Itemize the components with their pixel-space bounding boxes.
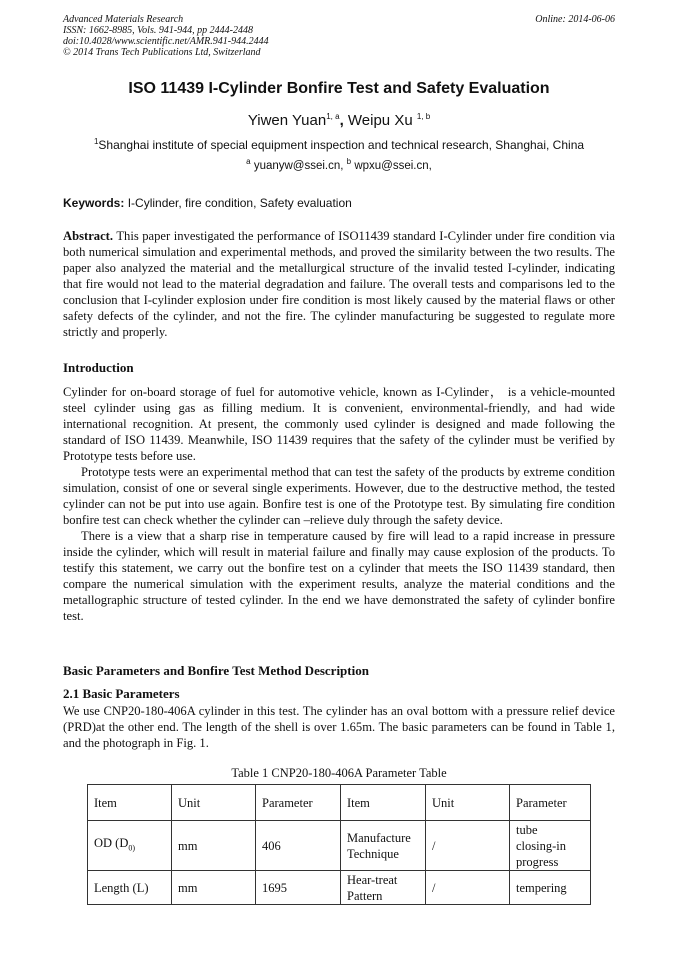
cell-line: tube xyxy=(516,822,538,837)
email-a: yuanyw@ssei.cn, xyxy=(253,160,344,172)
intro-paragraph-1: Cylinder for on-board storage of fuel for automotive vehicle, known as I-Cylinder， is a vehicle-mounted steel cylinder using gas as filling medium. It is convenient, environmental-friendly, and had wide international recognition. At present, the commonly used cylinder is designed and made following the standard of ISO 11439. Meanwhile, ISO 11439 requires that the safety of the cylinder must be verified by Prototype tests before use. xyxy=(63,385,615,463)
author-1: Yiwen Yuan xyxy=(247,112,327,129)
section-2-heading: Basic Parameters and Bonfire Test Method Description xyxy=(63,663,369,678)
copyright-line: © 2014 Trans Tech Publications Ltd, Switzerland xyxy=(63,47,261,58)
keywords-label: Keywords: xyxy=(63,196,125,210)
keywords-text: I-Cylinder, fire condition, Safety evaluation xyxy=(127,196,352,210)
table-header-row xyxy=(88,785,591,821)
abstract xyxy=(63,228,615,340)
author-2-affil: 1, b xyxy=(416,112,431,121)
table-header-cell: Unit xyxy=(172,785,256,821)
cell-line: progress xyxy=(516,854,559,869)
table-header-cell: Unit xyxy=(426,785,510,821)
section-2-1-body xyxy=(63,703,615,751)
journal-header xyxy=(63,14,269,58)
section-2-1-paragraph: We use CNP20-180-406A cylinder in this test. The cylinder has an oval bottom with a pressure relief device (PRD)at the other end. The length of the shell is over 1.65m. The basic parameters can be found in Table 1, and the photograph in Fig. 1. xyxy=(63,704,615,750)
intro-paragraph-3: There is a view that a sharp rise in temperature caused by fire will lead to a rapid increase in pressure inside the cylinder, which will result in material failure and finally may cause explosion of the products. To testify this statement, we carry out the bonfire test on a cylinder that meets the ISO 11439 standard, then compare the numerical simulation with the experiment results, analyze the material conditions and the metallographic structure of tested cylinder. In the end we have demonstrated the safety of cylinder bonfire test. xyxy=(63,529,615,623)
author-2: Weipu Xu xyxy=(347,112,413,129)
table-header-cell: Parameter xyxy=(256,785,341,821)
doi-line: doi:10.4028/www.scientific.net/AMR.941-944.2444 xyxy=(63,36,269,47)
table-cell: 406 xyxy=(256,821,341,871)
table-cell: tempering xyxy=(510,871,591,905)
table-cell: / xyxy=(426,821,510,871)
table-cell: mm xyxy=(172,821,256,871)
email-b-sup: b xyxy=(346,157,352,167)
intro-paragraph-2: Prototype tests were an experimental method that can test the safety of the products by extreme condition simulation, consist of one or several single experiments. However, due to the destructive method, the tested cylinder can not be put into use again. Bonfire test is one of the Prototype test. By simulating fire condition bonfire test can check whether the cylinder can –relieve duly through the safety device. xyxy=(63,465,615,527)
table-cell xyxy=(88,821,172,871)
parameter-table xyxy=(87,784,591,905)
cell-line: Technique xyxy=(347,846,399,861)
od-label: OD (D xyxy=(94,835,129,850)
email-list xyxy=(0,157,678,172)
table-cell xyxy=(341,871,426,905)
email-b: wpxu@ssei.cn, xyxy=(354,160,432,172)
journal-name: Advanced Materials Research xyxy=(63,14,184,25)
cell-line: Manufacture xyxy=(347,830,411,845)
issn-line: ISSN: 1662-8985, Vols. 941-944, pp 2444-2448 xyxy=(63,25,253,36)
table-1-caption: Table 1 CNP20-180-406A Parameter Table xyxy=(231,766,447,780)
table-cell: mm xyxy=(172,871,256,905)
introduction-heading: Introduction xyxy=(63,360,134,375)
table-header-cell: Parameter xyxy=(510,785,591,821)
table-row xyxy=(88,821,591,871)
table-cell: Length (L) xyxy=(88,871,172,905)
table-header-cell: Item xyxy=(341,785,426,821)
table-row xyxy=(88,871,591,905)
affiliation xyxy=(0,138,678,152)
od-subscript: 0) xyxy=(128,843,136,853)
keywords xyxy=(63,196,615,210)
affiliation-number: 1 xyxy=(93,137,99,146)
email-a-sup: a xyxy=(246,157,251,167)
introduction-body xyxy=(63,384,615,624)
table-cell xyxy=(510,821,591,871)
abstract-text: This paper investigated the performance of ISO11439 standard I-Cylinder under fire condition via both numerical simulation and experimental methods, and proved the similarity between the two results. The paper also analyzed the material and the metallurgical structure of the invalid tested I-cylinder, indicating that fire would not lead to the material degradation and failure. The overall tests and comparisons led to the conclusion that I-cylinder explosion under fire condition is most likely caused by the material flaws or other safety defects of the cylinder, and not the fire. The cylinder manufacturing be suggested to regulate more strictly and properly. xyxy=(63,229,615,339)
author-1-affil: 1, a xyxy=(326,112,340,121)
author-separator: , xyxy=(339,112,344,129)
affiliation-text: Shanghai institute of special equipment inspection and technical research, Shanghai, China xyxy=(98,138,585,152)
table-cell: 1695 xyxy=(256,871,341,905)
table-cell: / xyxy=(426,871,510,905)
online-date: Online: 2014-06-06 xyxy=(535,14,615,25)
cell-line: Pattern xyxy=(347,888,383,903)
author-list xyxy=(0,112,678,129)
abstract-label: Abstract. xyxy=(63,229,114,243)
paper-title: ISO 11439 I-Cylinder Bonfire Test and Safety Evaluation xyxy=(128,80,550,97)
cell-line: closing-in xyxy=(516,838,566,853)
table-cell xyxy=(341,821,426,871)
table-header-cell: Item xyxy=(88,785,172,821)
section-2-1-heading: 2.1 Basic Parameters xyxy=(63,686,180,701)
cell-line: Hear-treat xyxy=(347,872,398,887)
